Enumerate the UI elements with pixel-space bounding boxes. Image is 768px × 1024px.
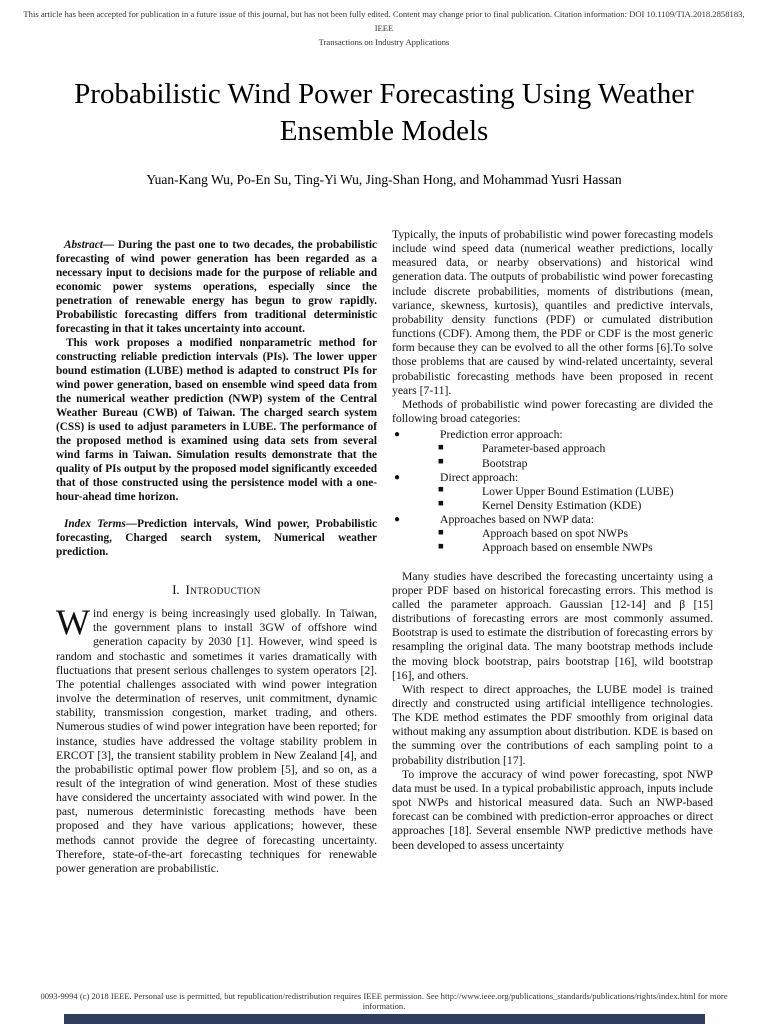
acceptance-notice-line1: This article has been accepted for publication in a future issue of this journal, but has not been fully edited. Content may change prior to final publication. Citation information: DOI 10.1109/TIA.2018.2858183, IEEE <box>23 9 745 34</box>
list-item <box>392 485 713 499</box>
list-item <box>392 457 713 471</box>
section-heading-introduction <box>56 583 377 598</box>
list-item-label: Direct approach: <box>440 470 519 484</box>
list-item-label: Approaches based on NWP data: <box>440 513 595 527</box>
bullet-square-icon: ■ <box>438 499 444 510</box>
bullet-square-icon: ■ <box>438 485 444 496</box>
dropcap-letter: W <box>56 602 90 643</box>
list-item <box>392 513 713 527</box>
bullet-circle-icon: ● <box>394 471 401 483</box>
body-paragraph: Typically, the inputs of probabilistic wind power forecasting models include wind speed data (numerical weather predictions, locally measured data, or nearby observations) and historical wind generation data. The outputs of probabilistic wind power forecasting include discrete probabilities, moments of distributions (mean, variance, skewness, kurtosis), quantiles and predictive intervals, probability density functions (PDF) or cumulated distribution functions (CDF). Among them, the PDF or CDF is the most generic form because they can be evolved to all the other forms [6].To solve those problems that are caused by wind-related uncertainty, several probabilistic forecasting methods have been proposed in recent years [7-11]. <box>392 228 713 397</box>
bullet-square-icon: ■ <box>438 541 444 552</box>
list-item-label: Kernel Density Estimation (KDE) <box>482 498 642 512</box>
copyright-footer: 0093-9994 (c) 2018 IEEE. Personal use is permitted, but republication/redistribution requires IEEE permission. See http://www.ieee.org/publications_standards/publications/rights/index.html for more information. <box>40 991 728 1011</box>
list-item-label: Bootstrap <box>482 456 528 470</box>
bullet-square-icon: ■ <box>438 442 444 453</box>
left-column <box>56 228 377 876</box>
list-item-label: Approach based on ensemble NWPs <box>482 541 653 555</box>
list-item <box>392 442 713 456</box>
body-paragraph: With respect to direct approaches, the LUBE model is trained directly and constructed using artificial intelligence technologies. The KDE method estimates the PDF smoothly from original data without making any assumption about distribution. KDE is based on the summing over the contributions of each sampling point to a probability distribution [17]. <box>392 682 713 767</box>
abstract-paragraph-1 <box>56 238 377 336</box>
right-column <box>392 228 713 876</box>
abstract-text-1: During the past one to two decades, the probabilistic forecasting of wind power generation has been regarded as a necessary input to decisions made for the purpose of reliable and economic power systems operations, especially since the penetration of renewable energy has begun to grow rapidly. Probabilistic forecasting differs from traditional deterministic forecasting in that it takes uncertainty into account. <box>56 239 377 335</box>
bullet-circle-icon: ● <box>394 429 401 441</box>
body-paragraph: To improve the accuracy of wind power forecasting, spot NWP data must be used. In a typical probabilistic approach, inputs include spot NWPs and historical measured data. Such an NWP-based forecast can be combined with prediction-error approaches or direct approaches [18]. Several ensemble NWP predictive methods have been developed to assess uncertainty <box>392 767 713 852</box>
abstract-label: Abstract— <box>64 239 115 251</box>
list-item <box>392 428 713 442</box>
acceptance-notice-line2: Transactions on Industry Applications <box>318 37 450 48</box>
list-item <box>392 499 713 513</box>
list-item <box>392 471 713 485</box>
list-item-label: Parameter-based approach <box>482 442 606 456</box>
page-title: Probabilistic Wind Power Forecasting Using Weather Ensemble Models <box>74 78 694 148</box>
authors-line: Yuan-Kang Wu, Po-En Su, Ting-Yi Wu, Jing-Shan Hong, and Mohammad Yusri Hassan <box>146 172 622 187</box>
list-item-label: Prediction error approach: <box>440 428 563 442</box>
list-item-label: Lower Upper Bound Estimation (LUBE) <box>482 484 674 498</box>
abstract-paragraph-2: This work proposes a modified nonparametric method for constructing reliable prediction intervals (PIs). The lower upper bound estimation (LUBE) method is adapted to construct PIs for wind power generation, based on ensemble wind speed data from the numerical weather prediction (NWP) system of the Central Weather Bureau (CWB) of Taiwan. The charged search system (CSS) is used to adjust parameters in LUBE. The performance of the proposed method is examined using data sets from several wind farms in Taiwan. Simulation results demonstrate that the quality of PIs output by the proposed model significantly exceeded that of those constructed using the persistence model with a one-hour-ahead time horizon. <box>56 337 377 503</box>
two-column-body <box>56 228 713 876</box>
abstract-section <box>56 238 377 504</box>
list-item-label: Approach based on spot NWPs <box>482 527 629 541</box>
introduction-paragraph <box>56 602 377 876</box>
bullet-square-icon: ■ <box>438 457 444 467</box>
acceptance-notice <box>20 7 748 50</box>
body-paragraph: Many studies have described the forecasting uncertainty using a proper PDF based on historical forecasting errors. This method is called the parameter approach. Gaussian [12-14] and β [15] distributions of forecasting errors are most commonly assumed. Bootstrap is used to estimate the distribution of forecasting errors by resampling the original data. The many bootstrap methods include the moving block bootstrap, pairs bootstrap [16], wild bootstrap [16], and others. <box>392 569 713 682</box>
index-terms-text: —Prediction intervals, Wind power, Probabilistic forecasting, Charged search system, Numerical weather prediction. <box>56 518 377 558</box>
bullet-circle-icon: ● <box>394 514 401 526</box>
viewer-bottom-bar <box>64 1014 705 1024</box>
introduction-text: ind energy is being increasingly used globally. In Taiwan, the government plans to install 3GW of offshore wind generation capacity by 2030 [1]. However, wind speed is random and stochastic and sometimes it varies dramatically with fluctuations that present serious challenges to system operators [2]. The potential challenges associated with wind power integration involve the determination of reserves, unit commitment, dynamic stability, transmission congestion, market trading, and others. Numerous studies of wind power integration have been reported; for instance, studies have addressed the voltage stability problem in ERCOT [3], the transient stability problem in New Zealand [4], and the probabilistic optimal power flow problem [5], and so on, as a result of the integration of wind generation. Most of these studies have considered the uncertainty associated with wind power. In the past, numerous deterministic forecasting methods have been proposed and they have various applications; however, these methods cannot provide the degree of forecasting uncertainty. Therefore, state-of-the-art forecasting techniques for renewable power generation are probabilistic. <box>56 607 377 875</box>
category-bullet-list <box>392 428 713 555</box>
section-number: I. <box>172 583 180 597</box>
bullet-square-icon: ■ <box>438 527 444 538</box>
section-title: Introduction <box>185 583 261 597</box>
body-paragraph: Methods of probabilistic wind power forecasting are divided the following broad categories: <box>392 397 713 426</box>
list-item <box>392 541 713 555</box>
index-terms <box>56 517 377 559</box>
list-item <box>392 527 713 541</box>
index-terms-label: Index Terms <box>64 518 126 530</box>
